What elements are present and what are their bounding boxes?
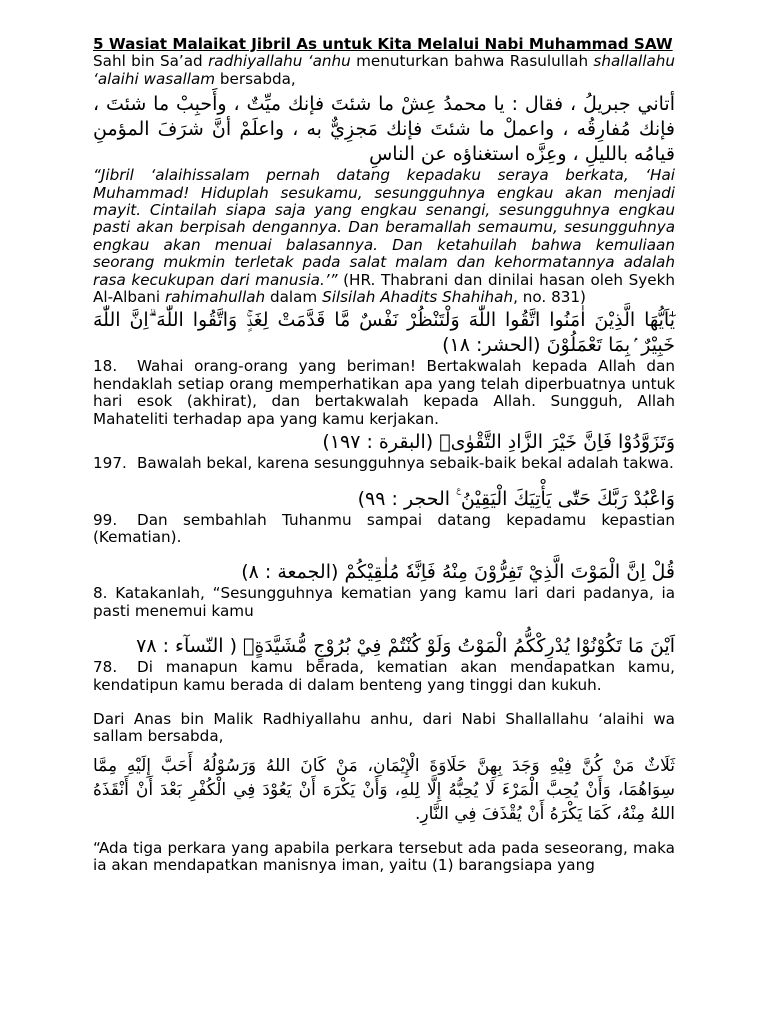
intro-text: bersabda, [215, 69, 296, 88]
verse-translation-text: Dan sembahlah Tuhanmu sampai datang kepadamu kepastian (Kematian). [93, 510, 675, 546]
verse-al-hashr-translation [93, 358, 675, 428]
document-page [93, 36, 675, 875]
intro-paragraph [93, 53, 675, 88]
verse-al-hijr-arabic: وَاعْبُدْ رَبَّكَ حَتّٰى يَأْتِيَكَ الْيَقِيْنُ ࣖ الحجر : ٩٩) [357, 487, 675, 510]
intro-text: Sahl bin Sa’ad [93, 52, 209, 71]
hadith-1-source: dalam [265, 288, 323, 307]
hadith-1-arabic: أتاني جبريلُ ، فقال : يا محمدُ عِشْ ما شئتَ فإنك ميِّتٌ ، وأَحبِبْ ما شئتَ ، فإنك مُفارِقُه ، واعملْ ما شئتَ فإنك مَجزِيٌّ به ، واعلَمْ أنَّ شرَفَ المؤمنِ قيامُه بالليلِ ، وعِزَّه استغناؤه عن الناسِ [93, 93, 675, 166]
verse-number: 18. [93, 357, 118, 376]
hadith-1-source: (HR. Thabrani dan dinilai hasan oleh Syekh Al-Albani [93, 270, 675, 307]
hadith-1-book-title: Silsilah Ahadits Shahihah [322, 288, 514, 307]
hadith-1-source-title: rahimahullah [165, 288, 266, 307]
intro-honorific-2: shallallahu ‘alaihi wasallam [93, 52, 676, 88]
document-title: 5 Wasiat Malaikat Jibril As untuk Kita Melalui Nabi Muhammad SAW [93, 35, 673, 53]
verse-al-hashr-arabic: يٰٓاَيُّهَا الَّذِيْنَ اٰمَنُوا اتَّقُوا اللّٰهَ وَلْتَنْظُرْ نَفْسٌ مَّا قَدَّمَتْ لِغَدٍۚ وَاتَّقُوا اللّٰهَ ۗاِنَّ اللّٰهَ خَبِيْرٌ ۢبِمَا تَعْمَلُوْنَ (الحشر: ١٨) [93, 309, 675, 357]
verse-al-hijr-translation [93, 512, 675, 547]
spacer [93, 694, 675, 711]
verse-translation-text: Bawalah bekal, karena sesungguhnya sebaik-baik bekal adalah takwa. [137, 454, 674, 473]
verse-al-baqarah-arabic: وَتَزَوَّدُوْا فَاِنَّ خَيْرَ الزَّادِ التَّقْوٰىۖ (البقرة : ١٩٧) [322, 431, 675, 454]
hadith-2-translation: “Ada tiga perkara yang apabila perkara tersebut ada pada seseorang, maka ia akan mendapatkan manisnya iman, yaitu (1) barangsiapa yang [93, 838, 675, 875]
verse-number: 8. [93, 584, 108, 603]
anas-intro-paragraph: Dari Anas bin Malik Radhiyallahu anhu, dari Nabi Shallallahu ‘alaihi wa sallam bersabda, [93, 709, 675, 746]
verse-translation-text: Wahai orang-orang yang beriman! Bertakwalah kepada Allah dan hendaklah setiap orang memperhatikan apa yang telah diperbuatnya untuk hari esok (akhirat), dan bertakwalah kepada Allah. Sungguh, Allah Mahateliti terhadap apa yang kamu kerjakan. [93, 357, 675, 428]
verse-translation-text: Katakanlah, “Sesungguhnya kematian yang kamu lari dari padanya, ia pasti menemui kamu [93, 584, 676, 620]
verse-an-nisa-arabic: اَيْنَ مَا تَكُوْنُوْا يُدْرِكْكُّمُ الْمَوْتُ وَلَوْ كُنْتُمْ فِيْ بُرُوْجٍ مُّشَيَّدَةٍۗ ( النّسآء : ٧٨ [136, 635, 675, 658]
verse-an-nisa-translation [93, 659, 675, 694]
hadith-1-translation-text: “Jibril ‘alaihissalam pernah datang kepadaku seraya berkata, ‘Hai Muhammad! Hiduplah sesukamu, sesungguhnya engkau akan menjadi mayit. Cintailah siapa saja yang engkau senangi, sesungguhnya engkau pasti akan berpisah dengannya. Dan beramallah semaumu, sesungguhnya engkau akan menuai balasannya. Dan ketahuilah bahwa kemuliaan seorang mukmin terletak pada salat malam dan kehormatannya adalah rasa kecukupan dari manusia.’” [93, 166, 675, 289]
verse-al-jumuah-translation [93, 585, 675, 620]
verse-number: 78. [93, 658, 118, 677]
intro-text: menuturkan bahwa Rasulullah [350, 52, 594, 71]
verse-number: 99. [93, 510, 118, 529]
verse-al-jumuah-arabic: قُلْ اِنَّ الْمَوْتَ الَّذِيْ تَفِرُّوْنَ مِنْهُ فَاِنَّهٗ مُلٰقِيْكُمْ (الجمعة : ٨) [241, 561, 675, 584]
hadith-2-arabic: ثَلَاثٌ مَنْ كُنَّ فِيْهِ وَجَدَ بِهِنَّ حَلَاوَةَ الْإِيْمَانِ، مَنْ كَانَ اللهُ وَرَسُوْلُهُ أَحَبَّ إِلَيْهِ مِمَّا سِوَاهُمَا، وَأَنْ يُحِبَّ الْمَرْءَ لَا يُحِبُّهُ إِلَّا لِلهِ، وَأَنْ يَكْرَهَ أَنْ يَعُوْدَ فِي الْكُفْرِ بَعْدَ أَنْ أَنْقَذَهُ اللهُ مِنْهُ، كَمَا يَكْرَهُ أَنْ يُقْذَفَ فِي النَّارِ. [93, 755, 675, 824]
hadith-1-source: , no. 831) [513, 288, 586, 307]
intro-honorific-1: radhiyallahu ‘anhu [208, 52, 351, 71]
hadith-1-translation [93, 167, 675, 306]
verse-translation-text: Di manapun kamu berada, kematian akan mendapatkan kamu, kendatipun kamu berada di dalam benteng yang tinggi dan kukuh. [93, 658, 675, 694]
verse-number: 197. [93, 454, 127, 473]
verse-al-baqarah-translation [93, 455, 675, 472]
